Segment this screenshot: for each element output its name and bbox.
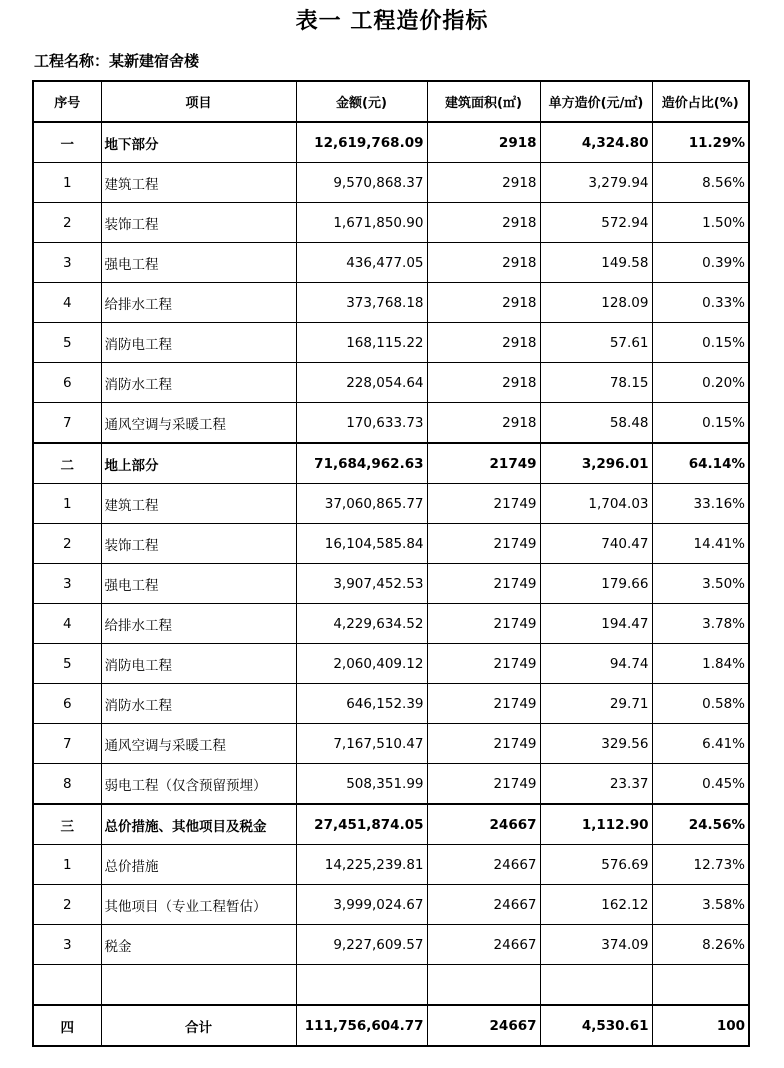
cell-ratio: 0.20% (652, 363, 749, 403)
cell-unit-cost: 29.71 (540, 684, 652, 724)
cell-area: 2918 (427, 323, 540, 363)
cell-amount: 373,768.18 (296, 283, 427, 323)
section-row (33, 122, 749, 163)
cell-item: 总价措施 (101, 845, 296, 885)
cell-item: 强电工程 (101, 564, 296, 604)
cell-item: 给排水工程 (101, 604, 296, 644)
table-row (33, 484, 749, 524)
cell-item: 地上部分 (101, 443, 296, 484)
cell-item: 装饰工程 (101, 524, 296, 564)
cell-unit-cost: 23.37 (540, 764, 652, 805)
cell-no: 8 (33, 764, 101, 805)
cell-amount: 168,115.22 (296, 323, 427, 363)
cell-item: 通风空调与采暖工程 (101, 403, 296, 444)
cell-item: 合计 (101, 1005, 296, 1046)
cell-item: 建筑工程 (101, 163, 296, 203)
table-row (33, 403, 749, 444)
cell-ratio: 8.26% (652, 925, 749, 965)
cell-area: 21749 (427, 564, 540, 604)
cell-amount (296, 965, 427, 1006)
table-row (33, 724, 749, 764)
cell-item: 装饰工程 (101, 203, 296, 243)
cell-no: 2 (33, 885, 101, 925)
table-row (33, 845, 749, 885)
cell-no: 3 (33, 243, 101, 283)
cell-ratio: 3.78% (652, 604, 749, 644)
cell-item: 总价措施、其他项目及税金 (101, 804, 296, 845)
cell-area (427, 965, 540, 1006)
cell-unit-cost: 194.47 (540, 604, 652, 644)
cell-area: 2918 (427, 283, 540, 323)
cell-amount: 1,671,850.90 (296, 203, 427, 243)
cell-item: 弱电工程（仅含预留预埋） (101, 764, 296, 805)
cell-amount: 3,999,024.67 (296, 885, 427, 925)
header-area: 建筑面积(㎡) (427, 81, 540, 122)
table-header-row (33, 81, 749, 122)
cell-unit-cost: 3,296.01 (540, 443, 652, 484)
total-row (33, 1005, 749, 1046)
cell-item: 地下部分 (101, 122, 296, 163)
cell-area: 21749 (427, 644, 540, 684)
cell-unit-cost (540, 965, 652, 1006)
table-row (33, 323, 749, 363)
header-item: 项目 (101, 81, 296, 122)
cell-area: 2918 (427, 122, 540, 163)
cell-amount: 170,633.73 (296, 403, 427, 444)
cell-no: 一 (33, 122, 101, 163)
cell-item: 其他项目（专业工程暂估） (101, 885, 296, 925)
cell-ratio: 0.45% (652, 764, 749, 805)
cell-unit-cost: 162.12 (540, 885, 652, 925)
cell-unit-cost: 4,324.80 (540, 122, 652, 163)
cell-amount: 71,684,962.63 (296, 443, 427, 484)
cost-index-table (32, 80, 750, 1047)
cell-area: 21749 (427, 484, 540, 524)
cell-ratio: 6.41% (652, 724, 749, 764)
blank-row (33, 965, 749, 1006)
cell-unit-cost: 572.94 (540, 203, 652, 243)
cell-no: 4 (33, 604, 101, 644)
cell-no: 2 (33, 524, 101, 564)
cell-no: 3 (33, 925, 101, 965)
cell-amount: 2,060,409.12 (296, 644, 427, 684)
cell-amount: 111,756,604.77 (296, 1005, 427, 1046)
table-row (33, 283, 749, 323)
cell-ratio: 64.14% (652, 443, 749, 484)
cell-area: 21749 (427, 724, 540, 764)
cell-amount: 508,351.99 (296, 764, 427, 805)
cell-area: 21749 (427, 604, 540, 644)
cell-unit-cost: 58.48 (540, 403, 652, 444)
cell-ratio (652, 965, 749, 1006)
cell-ratio: 11.29% (652, 122, 749, 163)
cell-no: 1 (33, 484, 101, 524)
cell-area: 2918 (427, 203, 540, 243)
cell-ratio: 14.41% (652, 524, 749, 564)
cell-item: 通风空调与采暖工程 (101, 724, 296, 764)
cell-unit-cost: 78.15 (540, 363, 652, 403)
cell-area: 24667 (427, 1005, 540, 1046)
table-row (33, 243, 749, 283)
cell-no: 1 (33, 163, 101, 203)
cell-ratio: 0.58% (652, 684, 749, 724)
cell-item (101, 965, 296, 1006)
cell-amount: 9,227,609.57 (296, 925, 427, 965)
cell-no: 2 (33, 203, 101, 243)
cell-no: 三 (33, 804, 101, 845)
cell-no: 四 (33, 1005, 101, 1046)
cell-unit-cost: 740.47 (540, 524, 652, 564)
document-title: 表一 工程造价指标 (295, 9, 489, 34)
cell-no: 5 (33, 323, 101, 363)
cell-area: 21749 (427, 524, 540, 564)
header-no: 序号 (33, 81, 101, 122)
cell-no: 6 (33, 684, 101, 724)
cell-unit-cost: 329.56 (540, 724, 652, 764)
cell-item: 消防电工程 (101, 323, 296, 363)
section-row (33, 443, 749, 484)
cell-no: 4 (33, 283, 101, 323)
cell-ratio: 12.73% (652, 845, 749, 885)
cell-area: 24667 (427, 925, 540, 965)
cell-amount: 14,225,239.81 (296, 845, 427, 885)
cell-unit-cost: 4,530.61 (540, 1005, 652, 1046)
cell-amount: 228,054.64 (296, 363, 427, 403)
cell-area: 24667 (427, 845, 540, 885)
cell-amount: 9,570,868.37 (296, 163, 427, 203)
cell-unit-cost: 57.61 (540, 323, 652, 363)
table-row (33, 564, 749, 604)
cell-area: 2918 (427, 163, 540, 203)
table-row (33, 644, 749, 684)
cell-item: 建筑工程 (101, 484, 296, 524)
cell-ratio: 0.39% (652, 243, 749, 283)
project-name-label: 工程名称： (34, 52, 110, 70)
cell-area: 21749 (427, 684, 540, 724)
table-row (33, 363, 749, 403)
cell-no: 7 (33, 724, 101, 764)
table-row (33, 203, 749, 243)
table-row (33, 604, 749, 644)
cell-no: 6 (33, 363, 101, 403)
cell-unit-cost: 1,704.03 (540, 484, 652, 524)
cell-unit-cost: 1,112.90 (540, 804, 652, 845)
cell-area: 21749 (427, 443, 540, 484)
cell-no: 5 (33, 644, 101, 684)
table-row (33, 163, 749, 203)
cell-area: 2918 (427, 243, 540, 283)
cell-no: 1 (33, 845, 101, 885)
cell-area: 24667 (427, 804, 540, 845)
cell-item: 消防水工程 (101, 363, 296, 403)
cell-ratio: 3.58% (652, 885, 749, 925)
cell-no (33, 965, 101, 1006)
cell-ratio: 0.15% (652, 403, 749, 444)
cell-unit-cost: 94.74 (540, 644, 652, 684)
header-amount: 金额(元) (296, 81, 427, 122)
header-unit-cost: 单方造价(元/㎡) (540, 81, 652, 122)
cell-no: 二 (33, 443, 101, 484)
cell-unit-cost: 3,279.94 (540, 163, 652, 203)
table-row (33, 684, 749, 724)
cell-amount: 3,907,452.53 (296, 564, 427, 604)
cell-no: 3 (33, 564, 101, 604)
cell-amount: 37,060,865.77 (296, 484, 427, 524)
table-row (33, 885, 749, 925)
cell-item: 税金 (101, 925, 296, 965)
cell-unit-cost: 128.09 (540, 283, 652, 323)
cell-no: 7 (33, 403, 101, 444)
cell-area: 21749 (427, 764, 540, 805)
cell-ratio: 3.50% (652, 564, 749, 604)
cell-area: 24667 (427, 885, 540, 925)
section-row (33, 804, 749, 845)
cell-amount: 16,104,585.84 (296, 524, 427, 564)
table-row (33, 764, 749, 805)
cell-area: 2918 (427, 403, 540, 444)
cell-ratio: 100 (652, 1005, 749, 1046)
project-name-value: 某新建宿舍楼 (109, 52, 200, 70)
cell-ratio: 1.84% (652, 644, 749, 684)
cell-area: 2918 (427, 363, 540, 403)
header-ratio: 造价占比(%) (652, 81, 749, 122)
cell-item: 消防电工程 (101, 644, 296, 684)
cell-amount: 646,152.39 (296, 684, 427, 724)
cell-ratio: 0.15% (652, 323, 749, 363)
table-row (33, 925, 749, 965)
cell-ratio: 33.16% (652, 484, 749, 524)
cell-unit-cost: 374.09 (540, 925, 652, 965)
cell-item: 强电工程 (101, 243, 296, 283)
cell-ratio: 1.50% (652, 203, 749, 243)
cell-ratio: 0.33% (652, 283, 749, 323)
cell-item: 给排水工程 (101, 283, 296, 323)
cell-item: 消防水工程 (101, 684, 296, 724)
cell-amount: 27,451,874.05 (296, 804, 427, 845)
cell-unit-cost: 179.66 (540, 564, 652, 604)
cell-unit-cost: 149.58 (540, 243, 652, 283)
project-name-line (34, 50, 199, 71)
cell-amount: 436,477.05 (296, 243, 427, 283)
cell-amount: 7,167,510.47 (296, 724, 427, 764)
cell-unit-cost: 576.69 (540, 845, 652, 885)
cell-amount: 12,619,768.09 (296, 122, 427, 163)
cell-ratio: 8.56% (652, 163, 749, 203)
cell-amount: 4,229,634.52 (296, 604, 427, 644)
cell-ratio: 24.56% (652, 804, 749, 845)
table-row (33, 524, 749, 564)
